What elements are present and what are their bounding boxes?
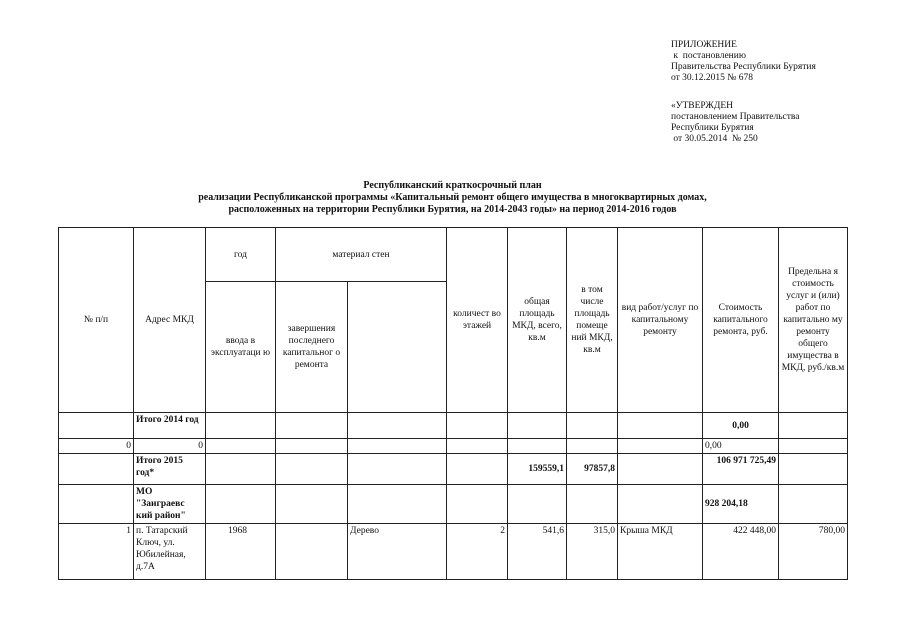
zero-row-year: 0 xyxy=(134,439,206,454)
header-cost: Стоимость капитального ремонта, руб. xyxy=(703,228,779,413)
approved-line: от 30.05.2014 № 250 xyxy=(671,134,758,144)
item-year: 1968 xyxy=(206,524,276,580)
appendix-line: к постановлению xyxy=(671,51,746,61)
approved-line: «УТВЕРЖДЕН xyxy=(671,101,734,111)
appendix-line: ПРИЛОЖЕНИЕ xyxy=(671,40,737,50)
title-line: Республиканский краткосрочный план xyxy=(363,180,542,191)
item-material: Дерево xyxy=(348,524,447,580)
document-title xyxy=(0,180,905,216)
header-total-area: общая площадь МКД, всего, кв.м xyxy=(508,228,567,413)
approved-header xyxy=(671,101,799,145)
item-floors: 2 xyxy=(447,524,508,580)
title-line: реализации Республиканской программы «Капитальный ремонт общего имущества в многоквартирных домах, xyxy=(198,192,707,203)
zero-row-cost: 0,00 xyxy=(703,439,779,454)
header-floors: количест во этажей xyxy=(447,228,508,413)
item-cost: 422 448,00 xyxy=(703,524,779,580)
header-work-type: вид работ/услуг по капитальному ремонту xyxy=(618,228,703,413)
approved-line: постановлением Правительства xyxy=(671,112,800,122)
item-incl-area: 315,0 xyxy=(567,524,618,580)
mo-label: МО "Заиграевс кий район" xyxy=(134,485,206,524)
item-address: п. Татарский Ключ, ул. Юбилейная, д.7А xyxy=(134,524,206,580)
total-2015-area: 159559,1 xyxy=(508,454,567,485)
plan-table xyxy=(58,227,848,580)
total-2015-cost: 106 971 725,49 xyxy=(703,454,779,485)
header-year: год xyxy=(206,228,276,282)
table-row xyxy=(59,454,848,485)
approved-line: Республики Бурятия xyxy=(671,123,754,133)
header-max-cost: Предельна я стоимость услуг и (или) работ по капитально му ремонту общего имущества в МКД, руб./кв.м xyxy=(779,228,848,413)
table-row xyxy=(59,524,848,580)
item-work: Крыша МКД xyxy=(618,524,703,580)
header-num: № п/п xyxy=(59,228,134,413)
item-total-area: 541,6 xyxy=(508,524,567,580)
total-2015-label: Итого 2015 год* xyxy=(134,454,206,485)
table-row xyxy=(59,439,848,454)
total-2014-cost: 0,00 xyxy=(703,413,779,439)
header-wall-material: материал стен xyxy=(276,228,447,282)
header-last-repair: завершения последнего капитальног о ремонта xyxy=(276,282,348,413)
header-incl-area: в том числе площадь помеще ний МКД, кв.м xyxy=(567,228,618,413)
header-commissioning: ввода в эксплуатаци ю xyxy=(206,282,276,413)
table-row xyxy=(59,485,848,524)
header-material-blank xyxy=(348,282,447,413)
item-num: 1 xyxy=(59,524,134,580)
total-2014-label: Итого 2014 год xyxy=(134,413,206,439)
header-address: Адрес МКД xyxy=(134,228,206,413)
appendix-header xyxy=(671,40,816,84)
table-row xyxy=(59,413,848,439)
item-max-cost: 780,00 xyxy=(779,524,848,580)
zero-row-num: 0 xyxy=(59,439,134,454)
appendix-line: от 30.12.2015 № 678 xyxy=(671,73,753,83)
appendix-line: Правительства Республики Бурятия xyxy=(671,62,816,72)
total-2015-incl-area: 97857,8 xyxy=(567,454,618,485)
title-line: расположенных на территории Республики Бурятия, на 2014-2043 годы» на период 2014-2016 годов xyxy=(228,204,677,215)
mo-cost: 928 204,18 xyxy=(703,485,779,524)
